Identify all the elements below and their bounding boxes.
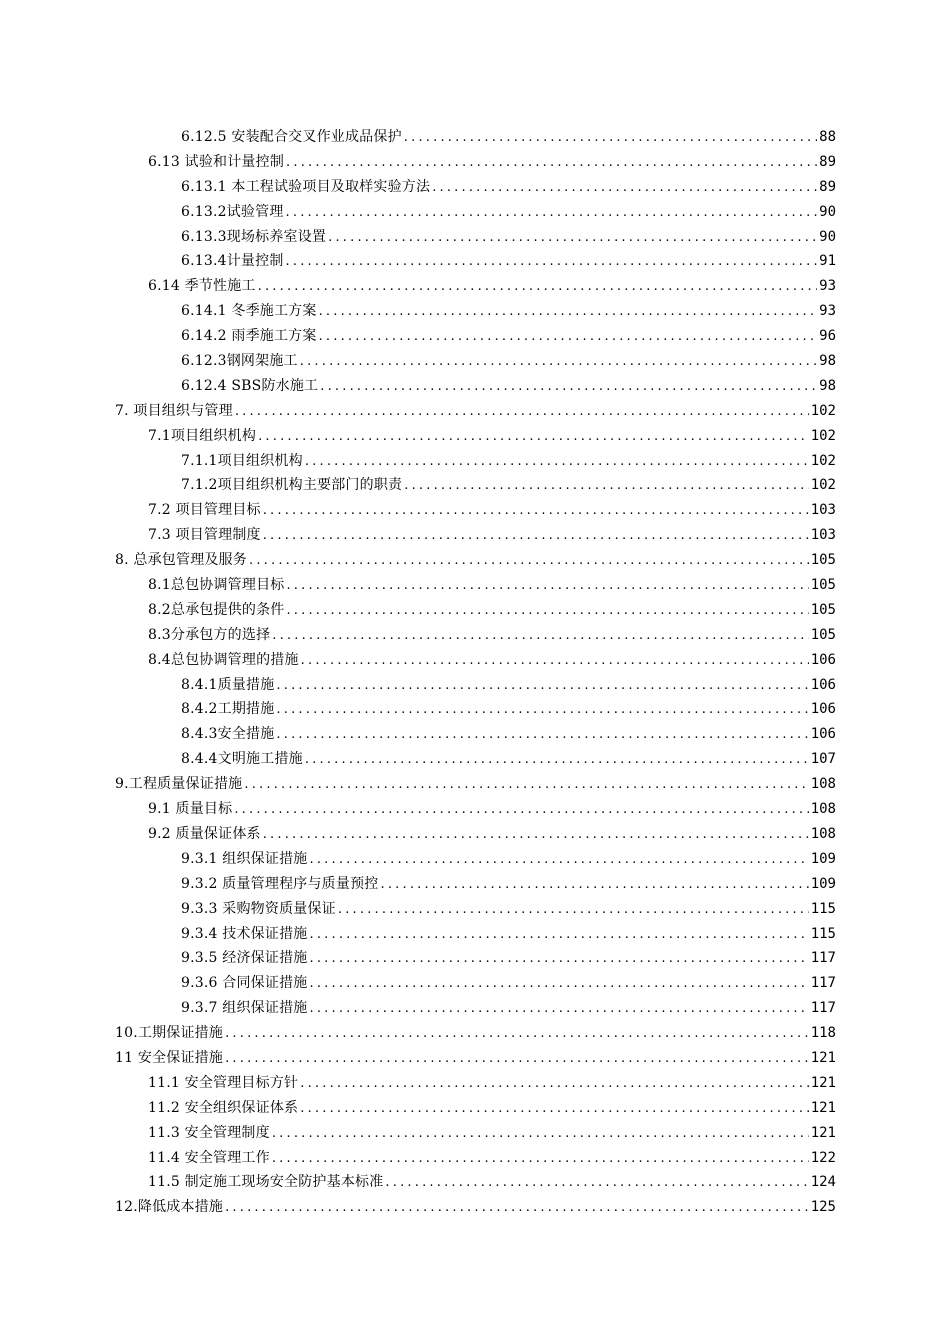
toc-entry-title: 8.3分承包方的选择 [148,626,271,643]
toc-entry-title: 6.14.1 冬季施工方案 [181,303,317,320]
toc-entry-page-number: 102 [810,477,836,494]
toc-entry-title: 8.4.2工期措施 [181,701,275,718]
toc-entry[interactable] [0,1046,950,1071]
toc-entry-title: 6.14 季节性施工 [148,278,256,295]
toc-entry[interactable] [0,1121,950,1146]
toc-entry-title: 8.2总承包提供的条件 [148,601,285,618]
toc-entry-page-number: 105 [810,552,836,569]
toc-entry-page-number: 105 [810,577,836,594]
toc-dot-leader [258,275,818,300]
toc-entry-page-number: 108 [810,776,836,793]
toc-entry-title: 11.4 安全管理工作 [148,1149,270,1166]
toc-entry[interactable] [0,772,950,797]
toc-entry-page-number: 121 [810,1099,836,1116]
toc-entry-page-number: 121 [810,1124,836,1141]
toc-dot-leader [305,748,809,773]
toc-entry-page-number: 117 [810,1000,836,1017]
toc-entry-page-number: 96 [819,328,836,345]
toc-dot-leader [309,923,808,948]
toc-entry-title: 8.4.4文明施工措施 [181,751,303,768]
toc-entry-page-number: 102 [810,452,836,469]
toc-dot-leader [286,151,817,176]
toc-entry-title: 8.1总包协调管理目标 [148,577,285,594]
toc-entry[interactable] [0,374,950,399]
toc-dot-leader [309,947,808,972]
toc-entry[interactable] [0,1021,950,1046]
toc-entry-title: 9.3.5 经济保证措施 [181,950,308,967]
toc-entry[interactable] [0,424,950,449]
toc-entry-page-number: 109 [810,875,836,892]
toc-entry[interactable] [0,1071,950,1096]
toc-entry-page-number: 91 [819,253,836,270]
toc-dot-leader [276,723,808,748]
toc-entry[interactable] [0,125,950,150]
toc-entry-title: 9.3.6 合同保证措施 [181,975,308,992]
toc-entry-title: 12.降低成本措施 [115,1199,224,1216]
toc-entry-page-number: 125 [810,1199,836,1216]
toc-entry-title: 6.13.3现场标养室设置 [181,228,327,245]
toc-entry-title: 9.1 质量目标 [148,801,233,818]
toc-entry[interactable] [0,623,950,648]
toc-dot-leader [380,873,808,898]
toc-entry-page-number: 124 [810,1174,836,1191]
toc-entry[interactable] [0,872,950,897]
toc-entry-title: 9.3.4 技术保证措施 [181,925,308,942]
toc-entry[interactable] [0,822,950,847]
toc-dot-leader [286,574,808,599]
toc-entry-page-number: 89 [819,178,836,195]
toc-entry-page-number: 98 [819,377,836,394]
toc-entry-page-number: 90 [819,228,836,245]
toc-entry[interactable] [0,673,950,698]
toc-entry[interactable] [0,1195,950,1220]
toc-dot-leader [244,773,808,798]
toc-dot-leader [301,649,809,674]
toc-dot-leader [272,1122,809,1147]
toc-entry-page-number: 93 [819,303,836,320]
toc-dot-leader [272,1147,809,1172]
toc-dot-leader [328,226,817,251]
toc-dot-leader [385,1171,808,1196]
toc-entry[interactable] [0,449,950,474]
toc-dot-leader [286,201,818,226]
toc-entry[interactable] [0,722,950,747]
toc-entry[interactable] [0,1170,950,1195]
toc-entry[interactable] [0,498,950,523]
toc-dot-leader [225,1022,809,1047]
toc-dot-leader [319,325,818,350]
toc-dot-leader [234,798,808,823]
toc-entry[interactable] [0,200,950,225]
toc-entry-title: 7.3 项目管理制度 [148,527,261,544]
toc-entry-title: 6.12.5 安装配合交叉作业成品保护 [181,129,402,145]
toc-dot-leader [309,848,808,873]
toc-entry-page-number: 122 [810,1149,836,1166]
toc-entry-title: 11.1 安全管理目标方针 [148,1074,299,1091]
toc-entry-title: 6.12.4 SBS防水施工 [181,377,319,394]
toc-entry[interactable] [0,299,950,324]
toc-entry[interactable] [0,922,950,947]
toc-entry-page-number: 98 [819,353,836,370]
toc-entry-title: 9.3.1 组织保证措施 [181,850,308,867]
toc-dot-leader [338,898,809,923]
toc-entry-title: 10.工期保证措施 [115,1025,224,1042]
toc-entry[interactable] [0,847,950,872]
toc-entry[interactable] [0,150,950,175]
toc-dot-leader [276,698,808,723]
toc-entry-title: 6.14.2 雨季施工方案 [181,328,317,345]
toc-entry-title: 8.4.1质量措施 [181,676,275,693]
toc-dot-leader [225,1047,809,1072]
toc-entry[interactable] [0,648,950,673]
toc-entry-page-number: 93 [819,278,836,295]
toc-dot-leader [258,425,809,450]
toc-entry-page-number: 106 [810,701,836,718]
toc-entry[interactable] [0,897,950,922]
toc-entry[interactable] [0,573,950,598]
toc-entry-page-number: 105 [810,601,836,618]
toc-dot-leader [404,126,817,151]
toc-entry-page-number: 108 [810,801,836,818]
toc-entry[interactable] [0,946,950,971]
toc-dot-leader [225,1196,809,1221]
toc-dot-leader [249,549,809,574]
toc-dot-leader [432,176,817,201]
toc-entry-page-number: 117 [810,950,836,967]
toc-entry-title: 7.2 项目管理目标 [148,502,261,519]
toc-entry-title: 6.13 试验和计量控制 [148,153,285,170]
toc-entry[interactable] [0,1096,950,1121]
toc-entry-title: 6.12.3钢网架施工 [181,353,298,370]
toc-entry[interactable] [0,697,950,722]
table-of-contents [0,125,950,1220]
toc-entry-page-number: 106 [810,676,836,693]
toc-entry-page-number: 106 [810,726,836,743]
toc-entry-page-number: 115 [810,900,836,917]
toc-entry-title: 11 安全保证措施 [115,1049,224,1066]
toc-entry-page-number: 108 [810,825,836,842]
toc-entry[interactable] [0,274,950,299]
toc-dot-leader [276,674,808,699]
toc-entry-title: 9.3.3 采购物资质量保证 [181,900,336,917]
toc-entry-title: 7. 项目组织与管理 [115,402,233,419]
toc-entry[interactable] [0,225,950,250]
toc-entry-title: 7.1.2项目组织机构主要部门的职责 [181,477,403,494]
toc-entry-page-number: 106 [810,651,836,668]
toc-dot-leader [300,1072,808,1097]
toc-entry-title: 11.2 安全组织保证体系 [148,1099,299,1116]
toc-dot-leader [305,450,809,475]
toc-entry-title: 11.5 制定施工现场安全防护基本标准 [148,1174,384,1191]
toc-entry-page-number: 121 [810,1049,836,1066]
toc-entry-page-number: 90 [819,203,836,220]
toc-entry-title: 9.工程质量保证措施 [115,776,243,793]
toc-entry-title: 8.4.3安全措施 [181,726,275,743]
toc-dot-leader [272,624,808,649]
toc-entry-page-number: 103 [810,527,836,544]
toc-entry[interactable] [0,996,950,1021]
toc-entry-page-number: 107 [810,751,836,768]
toc-entry[interactable] [0,971,950,996]
toc-entry[interactable] [0,797,950,822]
toc-entry-title: 6.13.2试验管理 [181,203,284,220]
toc-dot-leader [309,972,808,997]
toc-dot-leader [404,474,808,499]
toc-entry-page-number: 118 [810,1025,836,1042]
toc-entry[interactable] [0,399,950,424]
toc-entry[interactable] [0,324,950,349]
toc-entry-page-number: 117 [810,975,836,992]
toc-entry[interactable] [0,349,950,374]
toc-entry-page-number: 121 [810,1074,836,1091]
toc-entry-page-number: 105 [810,626,836,643]
toc-dot-leader [309,997,808,1022]
toc-dot-leader [263,524,809,549]
toc-entry-title: 11.3 安全管理制度 [148,1124,270,1141]
toc-dot-leader [320,375,817,400]
toc-entry-page-number: 102 [810,427,836,444]
toc-entry[interactable] [0,473,950,498]
toc-entry-page-number: 88 [819,129,836,145]
toc-entry-page-number: 109 [810,850,836,867]
toc-dot-leader [263,499,809,524]
toc-entry-title: 9.3.2 质量管理程序与质量预控 [181,875,379,892]
toc-entry[interactable] [0,747,950,772]
toc-dot-leader [286,250,818,275]
toc-entry-title: 8. 总承包管理及服务 [115,552,248,569]
toc-entry[interactable] [0,1146,950,1171]
toc-entry-title: 7.1项目组织机构 [148,427,257,444]
toc-entry[interactable] [0,249,950,274]
toc-entry-page-number: 89 [819,153,836,170]
toc-entry[interactable] [0,523,950,548]
toc-entry-title: 6.13.1 本工程试验项目及取样实验方法 [181,178,431,195]
toc-entry[interactable] [0,598,950,623]
toc-entry-title: 9.3.7 组织保证措施 [181,1000,308,1017]
toc-dot-leader [300,350,817,375]
toc-entry-title: 8.4总包协调管理的措施 [148,651,299,668]
toc-dot-leader [235,400,809,425]
toc-dot-leader [300,1097,808,1122]
toc-entry[interactable] [0,175,950,200]
toc-dot-leader [263,823,809,848]
toc-entry-title: 9.2 质量保证体系 [148,825,261,842]
toc-entry[interactable] [0,548,950,573]
toc-entry-page-number: 115 [810,925,836,942]
toc-entry-page-number: 103 [810,502,836,519]
toc-entry-title: 7.1.1项目组织机构 [181,452,303,469]
toc-entry-title: 6.13.4计量控制 [181,253,284,270]
toc-dot-leader [319,300,818,325]
toc-dot-leader [286,599,808,624]
toc-entry-page-number: 102 [810,402,836,419]
